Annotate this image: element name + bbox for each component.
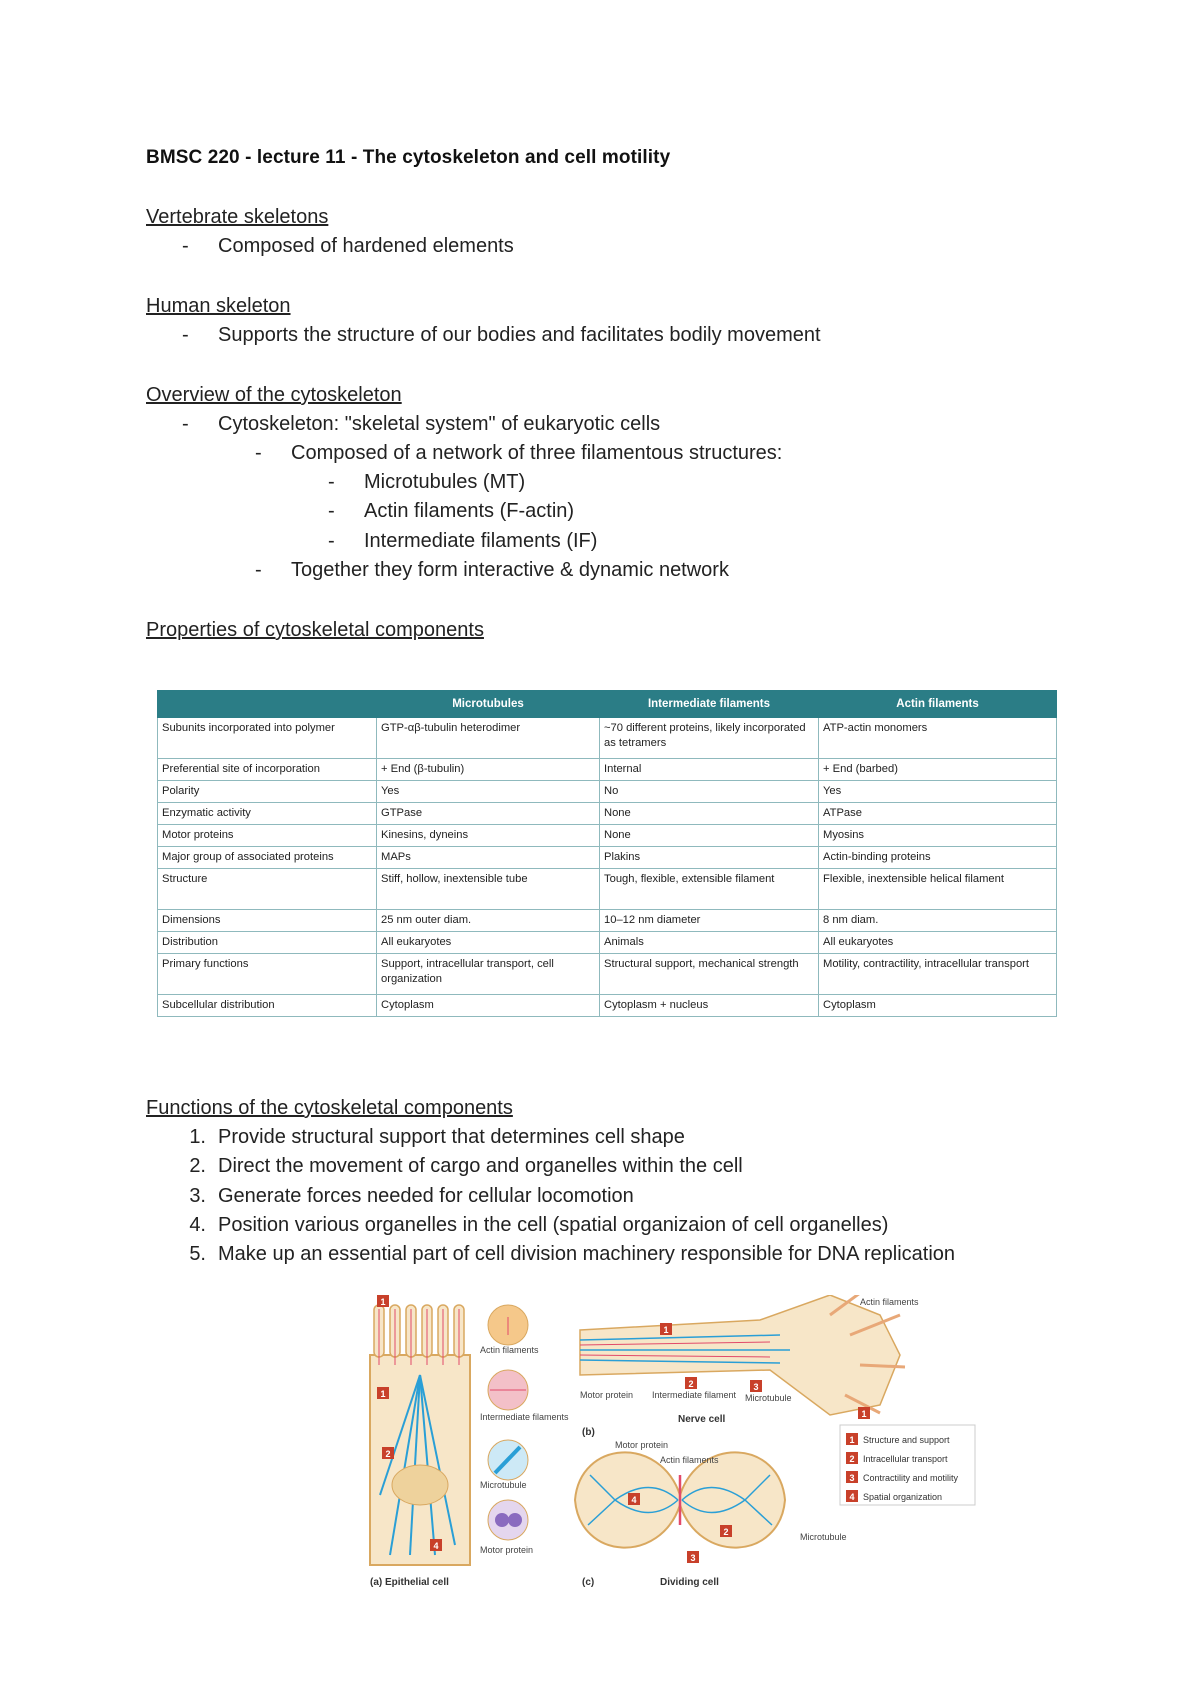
epithelial-cell-panel [370, 1295, 569, 1588]
table-row [158, 932, 1057, 954]
table-cell: Structure [158, 869, 377, 910]
svg-text:3: 3 [849, 1473, 855, 1483]
table-cell: None [600, 803, 819, 825]
label-motor-protein-a: Motor protein [480, 1545, 534, 1555]
table-cell: Cytoplasm [377, 995, 600, 1017]
heading-properties: Properties of cytoskeletal components [146, 619, 484, 641]
table-cell: Plakins [600, 847, 819, 869]
numbered-item: 5. Make up an essential part of cell division machinery responsible for DNA replication [189, 1243, 956, 1265]
svg-text:1: 1 [849, 1435, 855, 1445]
svg-text:1: 1 [663, 1325, 669, 1335]
heading-vertebrate-skeletons: Vertebrate skeletons [146, 206, 329, 228]
svg-text:4: 4 [631, 1495, 637, 1505]
table-cell: All eukaryotes [819, 932, 1057, 954]
label-actin-filaments-c: Actin filaments [660, 1455, 719, 1465]
table-cell: MAPs [377, 847, 600, 869]
label-motor-protein-c: Motor protein [615, 1440, 669, 1450]
table-cell: All eukaryotes [377, 932, 600, 954]
table-cell: ATP-actin monomers [819, 718, 1057, 759]
bullet-item: - Composed of a network of three filamentous structures: [255, 442, 783, 464]
table-cell: Flexible, inextensible helical filament [819, 869, 1057, 910]
table-cell: Motility, contractility, intracellular transport [819, 954, 1057, 995]
microvilli [374, 1305, 464, 1357]
table-cell: ATPase [819, 803, 1057, 825]
table-header-row [158, 691, 1057, 718]
table-cell: Distribution [158, 932, 377, 954]
table-header: Actin filaments [819, 691, 1057, 718]
panel-b-caption: (b) [582, 1427, 595, 1438]
table-cell: GTP-αβ-tubulin heterodimer [377, 718, 600, 759]
numbered-item: 2. Direct the movement of cargo and organelles within the cell [189, 1155, 743, 1177]
table-cell: Internal [600, 759, 819, 781]
table-row [158, 847, 1057, 869]
table-row [158, 910, 1057, 932]
properties-table [157, 690, 1057, 1017]
cytoskeleton-figure [360, 1295, 985, 1595]
heading-functions: Functions of the cytoskeletal components [146, 1097, 513, 1119]
table-row [158, 995, 1057, 1017]
table-cell: Tough, flexible, extensible filament [600, 869, 819, 910]
table-row [158, 869, 1057, 910]
table-header: Intermediate filaments [600, 691, 819, 718]
table-header [158, 691, 377, 718]
legend-item: Structure and support [863, 1435, 950, 1445]
table-cell: 8 nm diam. [819, 910, 1057, 932]
table-row [158, 825, 1057, 847]
table-cell: Animals [600, 932, 819, 954]
label-microtubule-a: Microtubule [480, 1480, 527, 1490]
nucleus-a [392, 1465, 448, 1505]
figure-legend [840, 1425, 975, 1505]
dividing-cell-caption: Dividing cell [660, 1577, 719, 1588]
label-intermediate-filament-b: Intermediate filament [652, 1390, 737, 1400]
nerve-cell-panel [580, 1295, 919, 1438]
numbered-item: 3. Generate forces needed for cellular locomotion [189, 1185, 634, 1207]
svg-text:2: 2 [688, 1379, 694, 1389]
bullet-item: - Together they form interactive & dynamic network [255, 559, 729, 581]
svg-text:4: 4 [849, 1492, 855, 1502]
heading-overview: Overview of the cytoskeleton [146, 384, 402, 406]
label-intermediate-filaments-a: Intermediate filaments [480, 1412, 569, 1422]
table-cell: + End (barbed) [819, 759, 1057, 781]
table-cell: Preferential site of incorporation [158, 759, 377, 781]
bullet-item: - Supports the structure of our bodies and facilitates bodily movement [182, 324, 821, 346]
label-actin-filaments-b: Actin filaments [860, 1297, 919, 1307]
table-cell: Motor proteins [158, 825, 377, 847]
heading-human-skeleton: Human skeleton [146, 295, 291, 317]
numbered-item: 1. Provide structural support that determines cell shape [189, 1126, 685, 1148]
bullet-item: - Composed of hardened elements [182, 235, 514, 257]
svg-text:2: 2 [849, 1454, 855, 1464]
svg-text:2: 2 [723, 1527, 729, 1537]
table-cell: None [600, 825, 819, 847]
table-cell: No [600, 781, 819, 803]
table-cell: Subcellular distribution [158, 995, 377, 1017]
table-row [158, 954, 1057, 995]
svg-text:1: 1 [380, 1297, 386, 1307]
table-cell: Myosins [819, 825, 1057, 847]
table-cell: 25 nm outer diam. [377, 910, 600, 932]
table-cell: Primary functions [158, 954, 377, 995]
table-cell: Major group of associated proteins [158, 847, 377, 869]
legend-item: Intracellular transport [863, 1454, 948, 1464]
bullet-item: - Intermediate filaments (IF) [328, 530, 598, 552]
bullet-item: - Actin filaments (F-actin) [328, 500, 575, 522]
table-cell: GTPase [377, 803, 600, 825]
table-cell: Subunits incorporated into polymer [158, 718, 377, 759]
table-row [158, 781, 1057, 803]
bullet-item: - Cytoskeleton: "skeletal system" of eukaryotic cells [182, 413, 661, 435]
table-cell: Support, intracellular transport, cell organization [377, 954, 600, 995]
panel-c-caption: (c) [582, 1577, 595, 1588]
table-cell: Polarity [158, 781, 377, 803]
svg-text:3: 3 [690, 1553, 696, 1563]
label-microtubule-c: Microtubule [800, 1532, 847, 1542]
table-row [158, 759, 1057, 781]
table-cell: Actin-binding proteins [819, 847, 1057, 869]
table-cell: Enzymatic activity [158, 803, 377, 825]
table-cell: + End (β-tubulin) [377, 759, 600, 781]
svg-text:4: 4 [433, 1541, 439, 1551]
label-motor-protein-b: Motor protein [580, 1390, 634, 1400]
table-header: Microtubules [377, 691, 600, 718]
document-title: BMSC 220 - lecture 11 - The cytoskeleton and cell motility [146, 147, 671, 168]
legend-item: Contractility and motility [863, 1473, 959, 1483]
table-cell: Cytoplasm [819, 995, 1057, 1017]
legend-item: Spatial organization [863, 1492, 943, 1502]
svg-text:3: 3 [753, 1382, 759, 1392]
table-row [158, 718, 1057, 759]
table-cell: ~70 different proteins, likely incorporated as tetramers [600, 718, 819, 759]
svg-text:1: 1 [380, 1389, 386, 1399]
label-microtubule-b: Microtubule [745, 1393, 792, 1403]
table-cell: Dimensions [158, 910, 377, 932]
nerve-cell-caption: Nerve cell [678, 1414, 726, 1425]
dividing-cell-panel [575, 1440, 847, 1588]
table-cell: Yes [819, 781, 1057, 803]
table-row [158, 803, 1057, 825]
numbered-item: 4. Position various organelles in the cell (spatial organizaion of cell organelles) [189, 1214, 889, 1236]
table-cell: 10–12 nm diameter [600, 910, 819, 932]
panel-a-caption: (a) Epithelial cell [370, 1577, 449, 1588]
table-cell: Kinesins, dyneins [377, 825, 600, 847]
bullet-item: - Microtubules (MT) [328, 471, 526, 493]
table-cell: Structural support, mechanical strength [600, 954, 819, 995]
svg-text:1: 1 [861, 1409, 867, 1419]
table-cell: Yes [377, 781, 600, 803]
label-actin-filaments-a: Actin filaments [480, 1345, 539, 1355]
table-cell: Stiff, hollow, inextensible tube [377, 869, 600, 910]
table-cell: Cytoplasm + nucleus [600, 995, 819, 1017]
svg-text:2: 2 [385, 1449, 391, 1459]
